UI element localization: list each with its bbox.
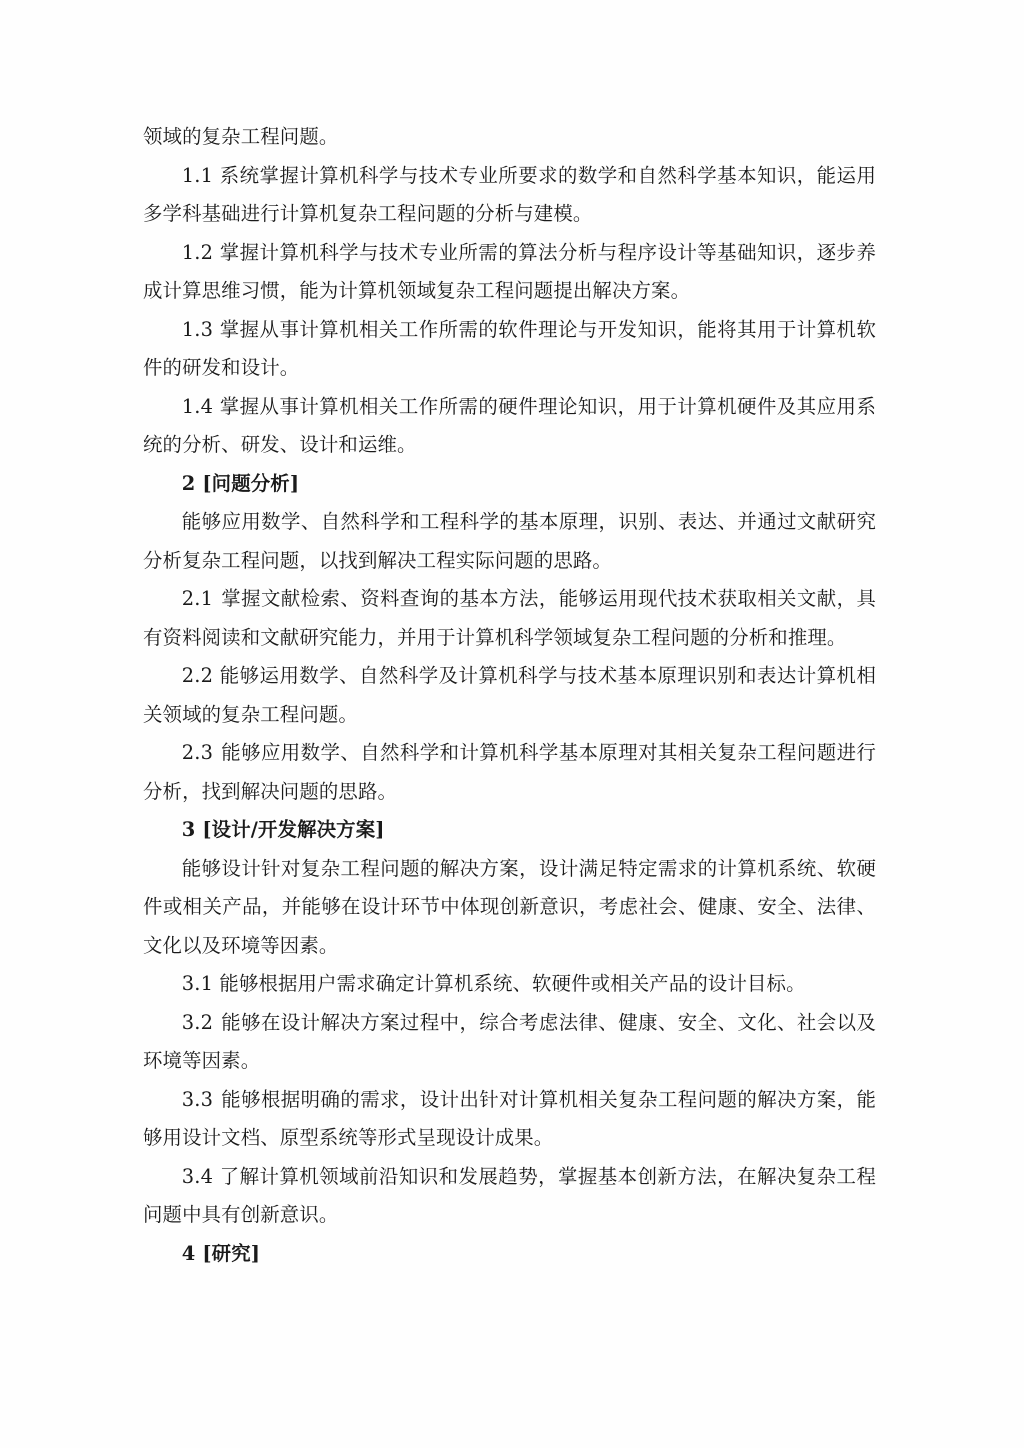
paragraph-section-3-intro: 能够设计针对复杂工程问题的解决方案，设计满足特定需求的计算机系统、软硬件或相关产品，并能够在设计环节中体现创新意识，考虑社会、健康、安全、法律、文化以及环境等因素。 [143,856,876,957]
section-heading-4 [143,1235,876,1274]
paragraph-item-1-2: 1.2 掌握计算机科学与技术专业所需的算法分析与程序设计等基础知识，逐步养成计算思维习惯，能为计算机领域复杂工程问题提出解决方案。 [143,240,876,302]
paragraph-item-2-3: 2.3 能够应用数学、自然科学和计算机科学基本原理对其相关复杂工程问题进行分析，找到解决问题的思路。 [143,741,876,803]
paragraph-item-3-1: 3.1 能够根据用户需求确定计算机系统、软硬件或相关产品的设计目标。 [181,972,806,995]
section-heading-3 [143,811,876,850]
section-heading-2-number: 2 [181,471,196,495]
paragraph-item-1-1: 1.1 系统掌握计算机科学与技术专业所要求的数学和自然科学基本知识，能运用多学科基础进行计算机复杂工程问题的分析与建模。 [143,163,876,225]
section-heading-3-number: 3 [181,818,196,841]
section-heading-2-title: [问题分析] [202,471,300,495]
paragraph-item-1-4: 1.4 掌握从事计算机相关工作所需的硬件理论知识，用于计算机硬件及其应用系统的分析、研发、设计和运维。 [143,394,876,456]
paragraph-section-2-intro: 能够应用数学、自然科学和工程科学的基本原理，识别、表达、并通过文献研究分析复杂工程问题，以找到解决工程实际问题的思路。 [143,510,876,572]
paragraph-item-3-4: 3.4 了解计算机领域前沿知识和发展趋势，掌握基本创新方法，在解决复杂工程问题中具有创新意识。 [143,1164,876,1226]
section-heading-4-title: [研究] [202,1241,261,1265]
paragraph-item-3-3: 3.3 能够根据明确的需求，设计出针对计算机相关复杂工程问题的解决方案，能够用设计文档、原型系统等形式呈现设计成果。 [143,1087,876,1149]
paragraph-continuation: 领域的复杂工程问题。 [143,125,339,148]
paragraph-item-3-2: 3.2 能够在设计解决方案过程中，综合考虑法律、健康、安全、文化、社会以及环境等因素。 [143,1010,876,1072]
paragraph-item-2-1: 2.1 掌握文献检索、资料查询的基本方法，能够运用现代技术获取相关文献，具有资料阅读和文献研究能力，并用于计算机科学领域复杂工程问题的分析和推理。 [143,587,876,649]
section-heading-3-title: [设计/开发解决方案] [202,818,385,841]
paragraph-item-2-2: 2.2 能够运用数学、自然科学及计算机科学与技术基本原理识别和表达计算机相关领域的复杂工程问题。 [143,664,876,726]
section-heading-2 [143,465,876,504]
document-body [143,118,876,1273]
section-heading-4-number: 4 [181,1241,196,1265]
paragraph-item-1-3: 1.3 掌握从事计算机相关工作所需的软件理论与开发知识，能将其用于计算机软件的研发和设计。 [143,317,876,379]
